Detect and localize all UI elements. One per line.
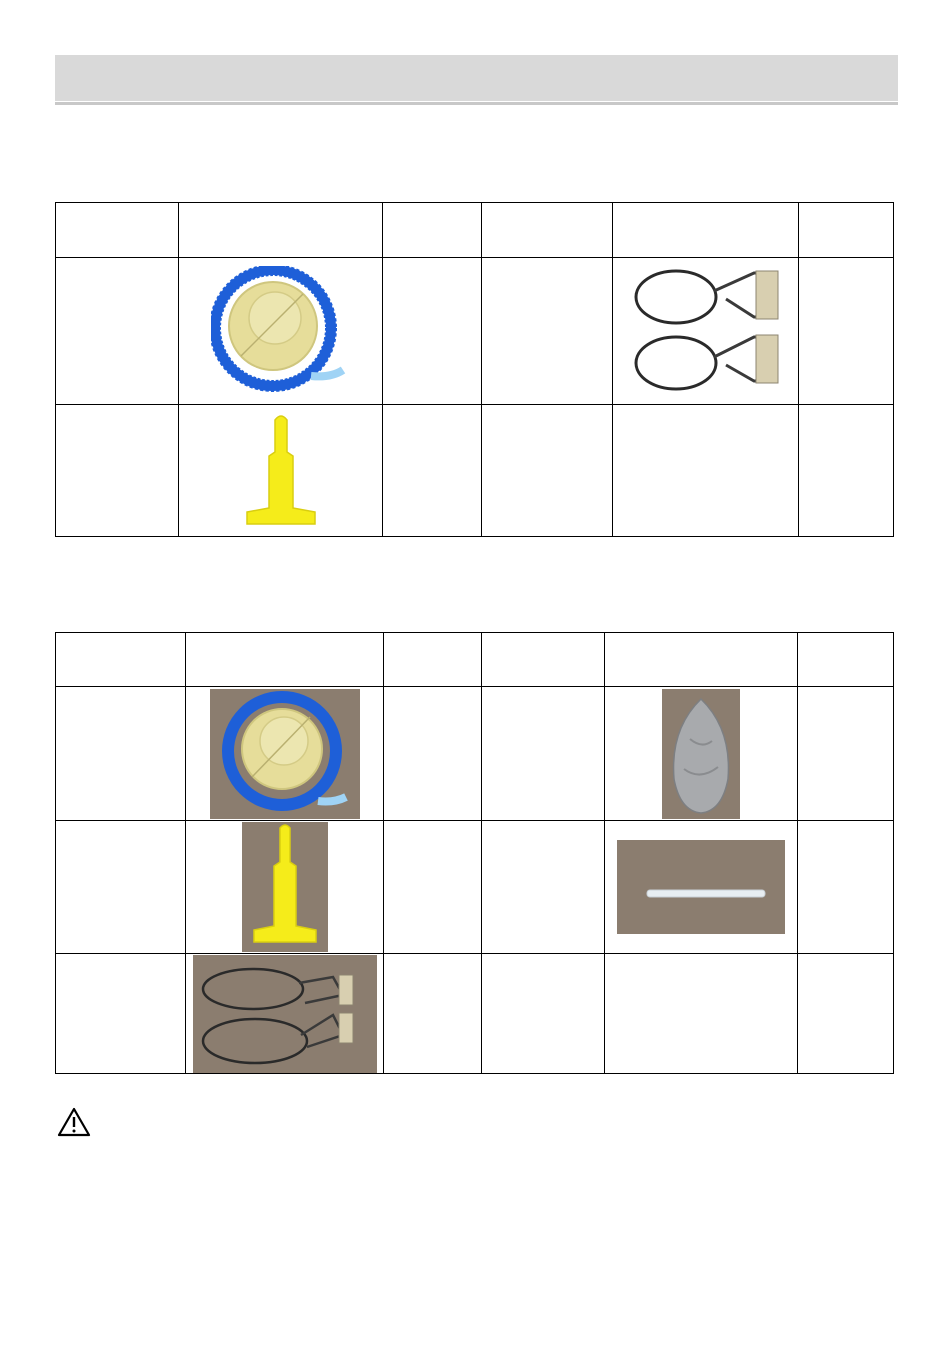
header-cell xyxy=(613,203,799,258)
table-cell xyxy=(186,954,384,1074)
table-row xyxy=(56,954,894,1074)
table-cell xyxy=(179,405,383,537)
table-cell xyxy=(613,405,799,537)
plug-stick-photo xyxy=(617,840,785,934)
table-cell xyxy=(482,405,613,537)
resistance-band-photo xyxy=(193,955,377,1073)
header-cell xyxy=(186,633,384,687)
table-cell xyxy=(56,405,179,537)
table-row xyxy=(56,821,894,954)
table-cell xyxy=(383,258,482,405)
table-cell xyxy=(56,258,179,405)
foot-pump-image xyxy=(211,266,351,396)
table-cell xyxy=(482,687,605,821)
foot-pump-photo xyxy=(210,689,360,819)
header-cell xyxy=(179,203,383,258)
table-cell xyxy=(56,821,186,954)
parts-table-1 xyxy=(55,202,894,537)
table-row xyxy=(56,258,894,405)
table-cell xyxy=(798,821,894,954)
resistance-band-image xyxy=(626,261,786,401)
header-cell xyxy=(383,203,482,258)
table-cell xyxy=(186,821,384,954)
header-cell xyxy=(56,203,179,258)
table-cell xyxy=(56,687,186,821)
header-cell xyxy=(482,633,605,687)
table-cell xyxy=(186,687,384,821)
table-cell xyxy=(482,258,613,405)
parts-table-2 xyxy=(55,632,894,1074)
table-header-row xyxy=(56,633,894,687)
header-cell xyxy=(482,203,613,258)
table-cell xyxy=(605,821,798,954)
table-row xyxy=(56,405,894,537)
header-cell xyxy=(56,633,186,687)
header-bar xyxy=(55,55,898,101)
pump-nozzle-photo xyxy=(242,822,328,952)
deflated-ball-photo xyxy=(662,689,740,819)
warning-triangle-icon xyxy=(57,1107,91,1137)
table-cell xyxy=(798,687,894,821)
table-row xyxy=(56,687,894,821)
table-cell xyxy=(179,258,383,405)
pump-nozzle-image xyxy=(231,412,331,530)
table-cell xyxy=(384,821,482,954)
header-cell xyxy=(605,633,798,687)
header-cell xyxy=(384,633,482,687)
table-cell xyxy=(56,954,186,1074)
header-rule xyxy=(55,102,898,105)
table-cell xyxy=(798,954,894,1074)
table-cell xyxy=(613,258,799,405)
table-cell xyxy=(384,687,482,821)
table-header-row xyxy=(56,203,894,258)
table-cell xyxy=(605,687,798,821)
header-cell xyxy=(799,203,894,258)
table-cell xyxy=(799,258,894,405)
table-cell xyxy=(384,954,482,1074)
table-cell xyxy=(482,821,605,954)
table-cell xyxy=(605,954,798,1074)
table-cell xyxy=(482,954,605,1074)
header-cell xyxy=(798,633,894,687)
table-cell xyxy=(799,405,894,537)
table-cell xyxy=(383,405,482,537)
